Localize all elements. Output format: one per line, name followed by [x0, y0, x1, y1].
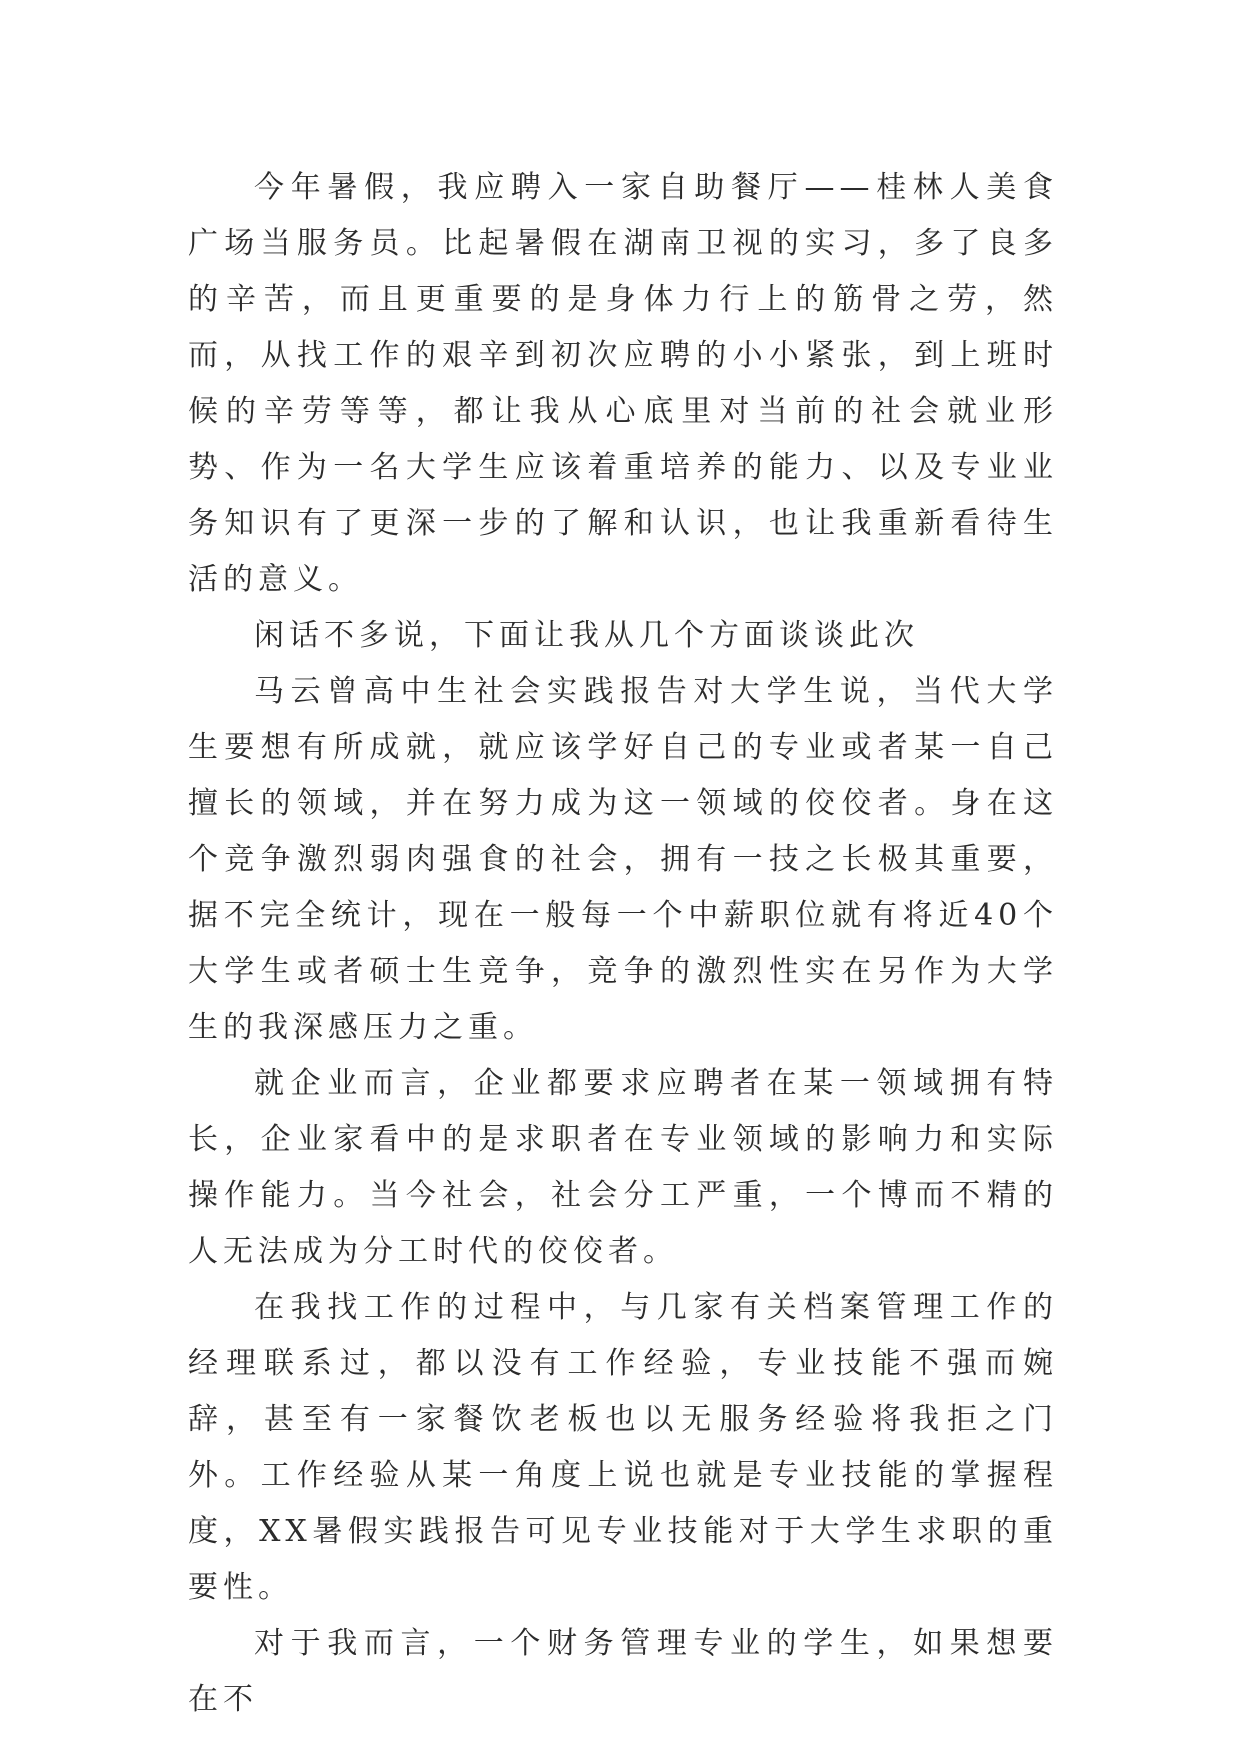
paragraph-5: 在我找工作的过程中，与几家有关档案管理工作的经理联系过，都以没有工作经验，专业技能不强而婉辞，甚至有一家餐饮老板也以无服务经验将我拒之门外。工作经验从某一角度上说也就是专业技能的掌握程度，XX暑假实践报告可见专业技能对于大学生求职的重要性。 [188, 1290, 1058, 1605]
paragraph-4: 就企业而言，企业都要求应聘者在某一领域拥有特长，企业家看中的是求职者在专业领域的影响力和实际操作能力。当今社会，社会分工严重，一个博而不精的人无法成为分工时代的佼佼者。 [188, 1066, 1058, 1269]
paragraph-3: 马云曾高中生社会实践报告对大学生说，当代大学生要想有所成就，就应该学好自己的专业或者某一自己擅长的领域，并在努力成为这一领域的佼佼者。身在这个竞争激烈弱肉强食的社会，拥有一技之长极其重要，据不完全统计，现在一般每一个中薪职位就有将近40个大学生或者硕士生竞争，竞争的激烈性实在另作为大学生的我深感压力之重。 [188, 674, 1058, 1045]
paragraph-6: 对于我而言，一个财务管理专业的学生，如果想要在不 [188, 1626, 1058, 1717]
paragraph-2: 闲话不多说，下面让我从几个方面谈谈此次 [254, 618, 919, 653]
body-text [188, 160, 1058, 1728]
paragraph-1: 今年暑假，我应聘入一家自助餐厅——桂林人美食广场当服务员。比起暑假在湖南卫视的实习，多了良多的辛苦，而且更重要的是身体力行上的筋骨之劳，然而，从找工作的艰辛到初次应聘的小小紧张，到上班时候的辛劳等等，都让我从心底里对当前的社会就业形势、作为一名大学生应该着重培养的能力、以及专业业务知识有了更深一步的了解和认识，也让我重新看待生活的意义。 [188, 170, 1058, 597]
